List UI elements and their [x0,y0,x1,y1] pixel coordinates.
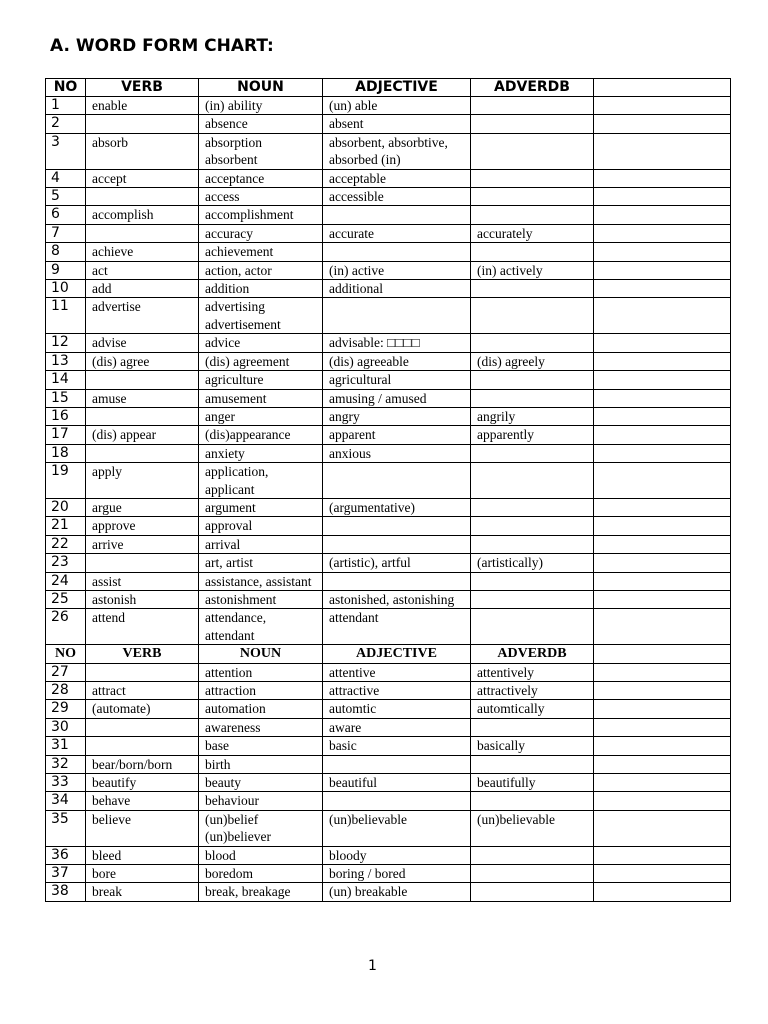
header-extra [594,645,731,663]
cell-adverb [471,517,594,535]
cell-adverb: (in) actively [471,261,594,279]
cell-verb: argue [86,498,199,516]
header-adjective: ADJECTIVE [323,79,471,97]
cell-no: 16 [46,407,86,425]
cell-no: 28 [46,682,86,700]
cell-no: 2 [46,115,86,133]
cell-noun: behaviour [199,792,323,810]
cell-no: 3 [46,133,86,169]
header-adjective: ADJECTIVE [323,645,471,663]
table-row [46,133,731,169]
cell-extra [594,169,731,187]
cell-noun: accomplishment [199,206,323,224]
table-row [46,663,731,681]
cell-extra [594,426,731,444]
table-row [46,682,731,700]
cell-no: 23 [46,554,86,572]
cell-verb: bore [86,865,199,883]
table-row [46,224,731,242]
cell-noun: attention [199,663,323,681]
cell-noun: access [199,188,323,206]
cell-extra [594,846,731,864]
cell-no: 33 [46,774,86,792]
cell-adverb: (un)believable [471,810,594,846]
cell-no: 9 [46,261,86,279]
cell-adjective: amusing / amused [323,389,471,407]
cell-noun: attendance, attendant [199,609,323,645]
cell-extra [594,334,731,352]
cell-adverb [471,444,594,462]
cell-verb: attend [86,609,199,645]
header-extra [594,79,731,97]
cell-verb: act [86,261,199,279]
cell-verb: (dis) agree [86,352,199,370]
cell-noun: amusement [199,389,323,407]
table-row [46,334,731,352]
cell-no: 27 [46,663,86,681]
table-row [46,298,731,334]
cell-verb: enable [86,97,199,115]
cell-adjective [323,535,471,553]
cell-noun: automation [199,700,323,718]
cell-verb [86,188,199,206]
table-body-first [46,97,731,645]
cell-adjective [323,206,471,224]
cell-noun: absence [199,115,323,133]
cell-extra [594,718,731,736]
table-row [46,389,731,407]
table-row [46,97,731,115]
cell-no: 11 [46,298,86,334]
cell-extra [594,97,731,115]
table-row [46,206,731,224]
cell-noun: action, actor [199,261,323,279]
cell-adverb [471,792,594,810]
table-header-row [46,79,731,97]
cell-adverb [471,883,594,901]
table-row [46,718,731,736]
header-adverb: ADVERDB [471,645,594,663]
table-header-row-repeat [46,645,731,663]
cell-extra [594,663,731,681]
table-row [46,169,731,187]
cell-verb [86,407,199,425]
cell-adjective [323,463,471,499]
cell-adjective: accessible [323,188,471,206]
cell-extra [594,463,731,499]
cell-adjective: attendant [323,609,471,645]
cell-extra [594,389,731,407]
cell-verb: beautify [86,774,199,792]
cell-adjective: (in) active [323,261,471,279]
header-noun: NOUN [199,79,323,97]
cell-extra [594,206,731,224]
cell-extra [594,298,731,334]
cell-extra [594,682,731,700]
cell-verb: astonish [86,590,199,608]
cell-no: 10 [46,280,86,298]
cell-adjective: (argumentative) [323,498,471,516]
cell-verb: assist [86,572,199,590]
cell-no: 13 [46,352,86,370]
cell-extra [594,609,731,645]
table-row [46,115,731,133]
cell-verb: add [86,280,199,298]
cell-no: 19 [46,463,86,499]
table-row [46,737,731,755]
table-row [46,517,731,535]
cell-verb: apply [86,463,199,499]
cell-no: 32 [46,755,86,773]
cell-adjective: basic [323,737,471,755]
cell-no: 8 [46,243,86,261]
table-row [46,498,731,516]
cell-adjective: boring / bored [323,865,471,883]
cell-extra [594,792,731,810]
header-adverb: ADVERDB [471,79,594,97]
cell-adjective: absent [323,115,471,133]
header-verb: VERB [86,79,199,97]
cell-noun: advertising advertisement [199,298,323,334]
cell-verb [86,718,199,736]
cell-extra [594,371,731,389]
cell-extra [594,517,731,535]
cell-verb: accomplish [86,206,199,224]
cell-adverb: attractively [471,682,594,700]
cell-extra [594,444,731,462]
cell-adverb [471,609,594,645]
cell-noun: acceptance [199,169,323,187]
page-number: 1 [368,958,377,974]
cell-extra [594,407,731,425]
cell-extra [594,352,731,370]
cell-extra [594,590,731,608]
word-form-table [45,78,731,902]
cell-verb: behave [86,792,199,810]
header-noun: NOUN [199,645,323,663]
cell-adverb [471,280,594,298]
cell-no: 22 [46,535,86,553]
cell-adjective: acceptable [323,169,471,187]
cell-no: 12 [46,334,86,352]
table-row [46,810,731,846]
cell-verb: approve [86,517,199,535]
cell-noun: accuracy [199,224,323,242]
cell-adjective: (un)believable [323,810,471,846]
cell-verb: bear/born/born [86,755,199,773]
cell-adjective: (dis) agreeable [323,352,471,370]
cell-adjective [323,755,471,773]
cell-no: 36 [46,846,86,864]
cell-adverb: beautifully [471,774,594,792]
cell-no: 30 [46,718,86,736]
cell-no: 29 [46,700,86,718]
cell-verb [86,371,199,389]
cell-extra [594,280,731,298]
cell-no: 14 [46,371,86,389]
table-row [46,352,731,370]
cell-no: 35 [46,810,86,846]
cell-adjective [323,572,471,590]
cell-noun: arrival [199,535,323,553]
cell-adverb [471,865,594,883]
cell-no: 21 [46,517,86,535]
table-row [46,774,731,792]
cell-verb [86,663,199,681]
table-row [46,700,731,718]
cell-verb: achieve [86,243,199,261]
cell-adjective: attractive [323,682,471,700]
cell-adjective: apparent [323,426,471,444]
cell-no: 34 [46,792,86,810]
cell-extra [594,810,731,846]
cell-adjective: astonished, astonishing [323,590,471,608]
cell-no: 1 [46,97,86,115]
table-row [46,444,731,462]
cell-noun: approval [199,517,323,535]
cell-adverb [471,590,594,608]
cell-no: 6 [46,206,86,224]
cell-verb [86,115,199,133]
cell-adverb [471,97,594,115]
cell-no: 24 [46,572,86,590]
cell-verb: (automate) [86,700,199,718]
cell-extra [594,133,731,169]
cell-noun: (dis) agreement [199,352,323,370]
cell-adverb: (dis) agreely [471,352,594,370]
cell-noun: awareness [199,718,323,736]
cell-verb: (dis) appear [86,426,199,444]
cell-no: 7 [46,224,86,242]
cell-verb: arrive [86,535,199,553]
cell-adjective: automtic [323,700,471,718]
cell-verb: absorb [86,133,199,169]
cell-extra [594,700,731,718]
table-row [46,609,731,645]
cell-extra [594,188,731,206]
table-row [46,755,731,773]
cell-adjective: additional [323,280,471,298]
cell-adverb [471,535,594,553]
table-row [46,554,731,572]
cell-noun: absorption absorbent [199,133,323,169]
cell-adverb: accurately [471,224,594,242]
cell-noun: anxiety [199,444,323,462]
cell-adjective: advisable: □□□□ [323,334,471,352]
cell-adjective: (un) able [323,97,471,115]
cell-noun: assistance, assistant [199,572,323,590]
cell-noun: base [199,737,323,755]
cell-noun: (in) ability [199,97,323,115]
cell-adjective: anxious [323,444,471,462]
table-row [46,188,731,206]
table-row [46,243,731,261]
cell-adverb [471,169,594,187]
cell-adverb [471,572,594,590]
cell-adverb [471,243,594,261]
cell-adjective: bloody [323,846,471,864]
cell-no: 5 [46,188,86,206]
cell-extra [594,865,731,883]
cell-adjective [323,792,471,810]
cell-extra [594,572,731,590]
cell-noun: break, breakage [199,883,323,901]
table-row [46,883,731,901]
cell-extra [594,774,731,792]
table-row [46,280,731,298]
cell-extra [594,115,731,133]
cell-adjective: aware [323,718,471,736]
cell-no: 15 [46,389,86,407]
cell-noun: birth [199,755,323,773]
cell-adverb [471,463,594,499]
cell-no: 4 [46,169,86,187]
cell-noun: addition [199,280,323,298]
cell-adverb: (artistically) [471,554,594,572]
cell-adjective: beautiful [323,774,471,792]
cell-noun: blood [199,846,323,864]
cell-extra [594,261,731,279]
cell-extra [594,755,731,773]
cell-adverb [471,133,594,169]
cell-noun: beauty [199,774,323,792]
cell-verb: amuse [86,389,199,407]
table-row [46,792,731,810]
cell-verb [86,444,199,462]
cell-adverb: automtically [471,700,594,718]
cell-extra [594,224,731,242]
cell-extra [594,535,731,553]
cell-verb: advertise [86,298,199,334]
cell-adverb: angrily [471,407,594,425]
cell-verb [86,554,199,572]
cell-adverb: basically [471,737,594,755]
table-row [46,590,731,608]
cell-extra [594,498,731,516]
cell-noun: agriculture [199,371,323,389]
table-body-second [46,645,731,902]
cell-verb: bleed [86,846,199,864]
cell-noun: boredom [199,865,323,883]
cell-verb: break [86,883,199,901]
cell-no: 18 [46,444,86,462]
cell-noun: achievement [199,243,323,261]
cell-noun: anger [199,407,323,425]
cell-adjective: attentive [323,663,471,681]
table-row [46,572,731,590]
cell-extra [594,554,731,572]
cell-noun: (un)belief (un)believer [199,810,323,846]
cell-no: 38 [46,883,86,901]
cell-noun: attraction [199,682,323,700]
cell-adjective: angry [323,407,471,425]
cell-adjective [323,243,471,261]
cell-no: 17 [46,426,86,444]
cell-adverb [471,371,594,389]
cell-verb: accept [86,169,199,187]
cell-extra [594,243,731,261]
cell-adverb [471,115,594,133]
cell-adjective [323,517,471,535]
table-row [46,846,731,864]
cell-no: 20 [46,498,86,516]
table-row [46,463,731,499]
cell-adverb [471,755,594,773]
cell-adverb: attentively [471,663,594,681]
cell-no: 25 [46,590,86,608]
cell-adverb [471,206,594,224]
cell-adjective: accurate [323,224,471,242]
cell-verb: attract [86,682,199,700]
cell-noun: argument [199,498,323,516]
cell-noun: astonishment [199,590,323,608]
table-row [46,371,731,389]
header-verb: VERB [86,645,199,663]
table-row [46,865,731,883]
cell-adjective: (artistic), artful [323,554,471,572]
cell-noun: advice [199,334,323,352]
cell-adjective: (un) breakable [323,883,471,901]
cell-noun: art, artist [199,554,323,572]
table-row [46,407,731,425]
cell-adjective [323,298,471,334]
cell-verb: believe [86,810,199,846]
page-title: A. WORD FORM CHART: [50,36,274,56]
cell-noun: application, applicant [199,463,323,499]
table-row [46,261,731,279]
cell-verb [86,737,199,755]
table-row [46,426,731,444]
cell-adverb [471,498,594,516]
cell-adverb [471,718,594,736]
cell-no: 37 [46,865,86,883]
cell-adverb [471,334,594,352]
cell-adverb [471,188,594,206]
cell-extra [594,737,731,755]
cell-adverb [471,298,594,334]
cell-adjective: agricultural [323,371,471,389]
cell-noun: (dis)appearance [199,426,323,444]
cell-verb: advise [86,334,199,352]
cell-no: 31 [46,737,86,755]
cell-verb [86,224,199,242]
table-row [46,535,731,553]
cell-adverb [471,389,594,407]
cell-adjective: absorbent, absorbtive, absorbed (in) [323,133,471,169]
cell-adverb: apparently [471,426,594,444]
cell-extra [594,883,731,901]
cell-adverb [471,846,594,864]
header-no: NO [46,79,86,97]
cell-no: 26 [46,609,86,645]
header-no: NO [46,645,86,663]
